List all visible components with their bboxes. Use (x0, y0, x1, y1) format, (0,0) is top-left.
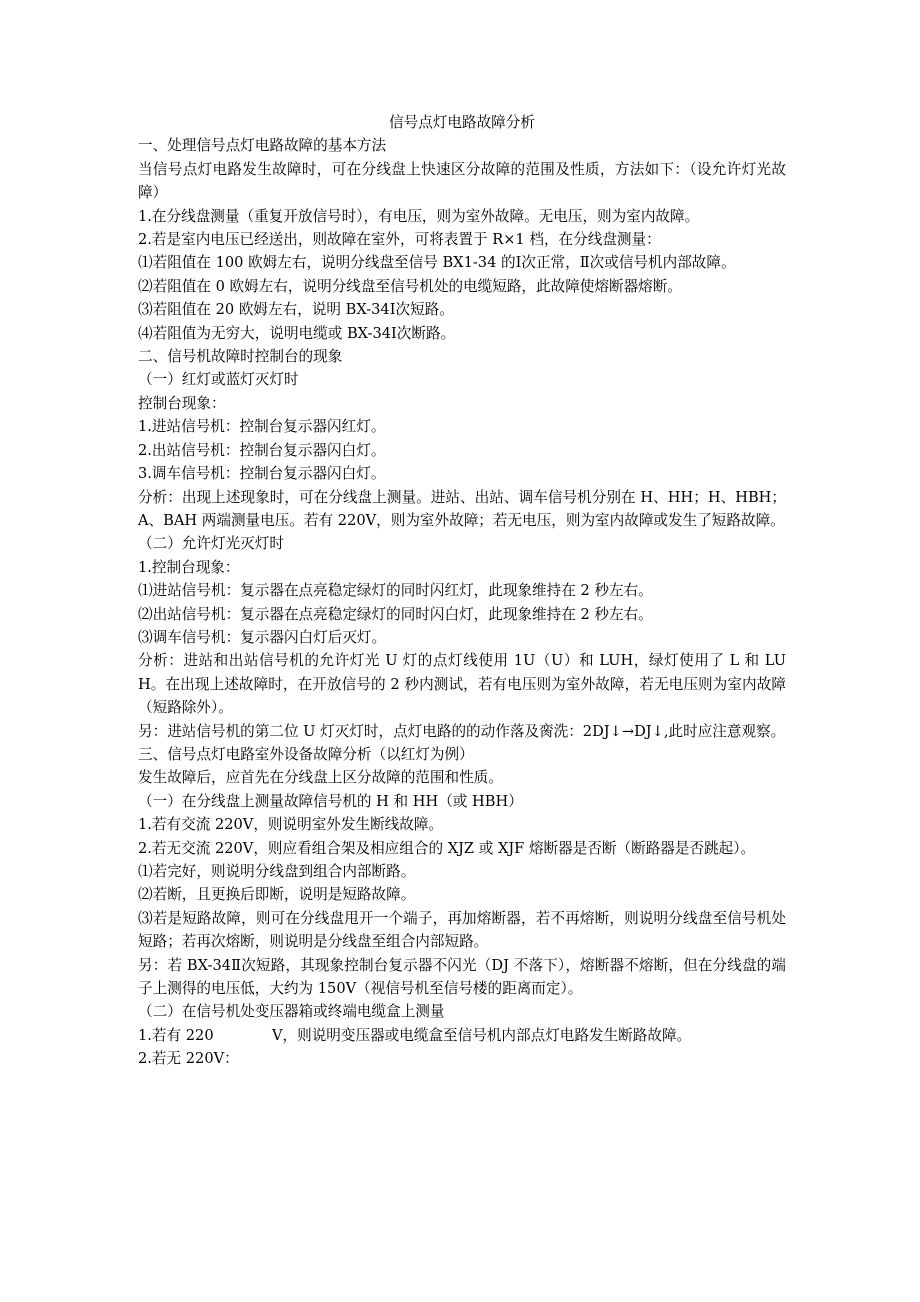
subsection-heading: （一）红灯或蓝灯灭灯时 (138, 371, 299, 389)
sub-list-item: ⑴若完好，则说明分线盘到组合内部断路。 (138, 863, 416, 880)
subsection-heading: （二）在信号机处变压器箱或终端电缆盒上测量 (138, 1003, 445, 1021)
sub-list-item: ⑶若阻值在 20 欧姆左右，说明 BX-34Ⅰ次短路。 (138, 301, 454, 319)
list-item: 3.调车信号机：控制台复示器闪白灯。 (138, 465, 386, 483)
section-heading: 一、处理信号点灯电路故障的基本方法 (138, 137, 387, 155)
section-heading: 二、信号机故障时控制台的现象 (138, 348, 343, 366)
list-item: 2.若无交流 220V，则应看组合架及相应组合的 XJZ 或 XJF 熔断器是否断（断路器是否跳起）。 (138, 839, 756, 857)
analysis-paragraph: 分析：出现上述现象时，可在分线盘上测量。进站、出站、调车信号机分别在 H、HH；H、HBH；A、BAH 两端测量电压。若有 220V，则为室外故障；若无电压，则为室内故障或发生了短路故障。 (138, 488, 786, 529)
list-item: 2.出站信号机：控制台复示器闪白灯。 (138, 441, 386, 459)
subsection-heading: （二）允许灯光灭灯时 (138, 535, 284, 553)
list-item: 2.若无 220V： (138, 1050, 239, 1068)
sub-list-item: ⑷若阻值为无穷大，说明电缆或 BX-34Ⅰ次断路。 (138, 324, 456, 342)
note-paragraph: 另：若 BX-34Ⅱ次短路，其现象控制台复示器不闪光（DJ 不落下），熔断器不熔断，但在分线盘的端子上测得的电压低，大约为 150V（视信号机至信号楼的距离而定）。 (138, 956, 786, 998)
list-item: 2.若是室内电压已经送出，则故障在室外，可将表置于 R×1 档，在分线盘测量： (138, 231, 661, 249)
section-heading: 三、信号点灯电路室外设备故障分析（以红灯为例） (138, 745, 474, 763)
document-title: 信号点灯电路故障分析 (389, 114, 535, 131)
paragraph: 发生故障后，应首先在分线盘上区分故障的范围和性质。 (138, 769, 503, 787)
sub-list-item: ⑴若阻值在 100 欧姆左右，说明分线盘至信号 BX1-34 的Ⅰ次正常，Ⅱ次或信号机内部故障。 (138, 254, 736, 272)
sub-list-item: ⑴进站信号机：复示器在点亮稳定绿灯的同时闪红灯，此现象维持在 2 秒左右。 (138, 582, 653, 600)
sub-list-item: ⑶调车信号机：复示器闪白灯后灭灯。 (138, 628, 387, 646)
list-item: 1.控制台现象： (138, 558, 240, 576)
sub-list-item: ⑵若断，且更换后即断，说明是短路故障。 (138, 886, 416, 904)
sub-list-item: ⑵若阻值在 0 欧姆左右，说明分线盘至信号机处的电缆短路，此故障使熔断器熔断。 (138, 277, 682, 295)
paragraph: 控制台现象： (138, 394, 226, 412)
document-page (138, 111, 786, 1071)
analysis-paragraph: 分析：进站和出站信号机的允许灯光 U 灯的点灯线使用 1U（U）和 LUH，绿灯使用了 L 和 LUH。在出现上述故障时，在开放信号的 2 秒内测试，若有电压则为室外故障，若无电压则为室内故障（短路除外）。 (138, 652, 786, 717)
list-item: 1.在分线盘测量（重复开放信号时），有电压，则为室外故障。无电压，则为室内故障。 (138, 207, 700, 225)
note-paragraph: 另：进站信号机的第二位 U 灯灭灯时，点灯电路的的动作落及脔洗：2DJ↓→DJ↓,此时应注意观察。 (138, 722, 786, 740)
sub-list-item: ⑵出站信号机：复示器在点亮稳定绿灯的同时闪白灯，此现象维持在 2 秒左右。 (138, 605, 653, 623)
sub-list-item: ⑶若是短路故障，则可在分线盘甩开一个端子，再加熔断器，若不再熔断，则说明分线盘至信号机处短路；若再次熔断，则说明是分线盘至组合内部短路。 (138, 909, 786, 951)
paragraph: 当信号点灯电路发生故障时，可在分线盘上快速区分故障的范围及性质，方法如下：（设允许灯光故障） (138, 160, 786, 202)
list-item: 1.进站信号机：控制台复示器闪红灯。 (138, 418, 386, 436)
subsection-heading: （一）在分线盘上测量故障信号机的 H 和 HH（或 HBH） (138, 792, 523, 810)
list-item: 1.若有交流 220V，则说明室外发生断线故障。 (138, 816, 444, 834)
list-item: 1.若有 220 V，则说明变压器或电缆盒至信号机内部点灯电路发生断路故障。 (138, 1026, 692, 1044)
